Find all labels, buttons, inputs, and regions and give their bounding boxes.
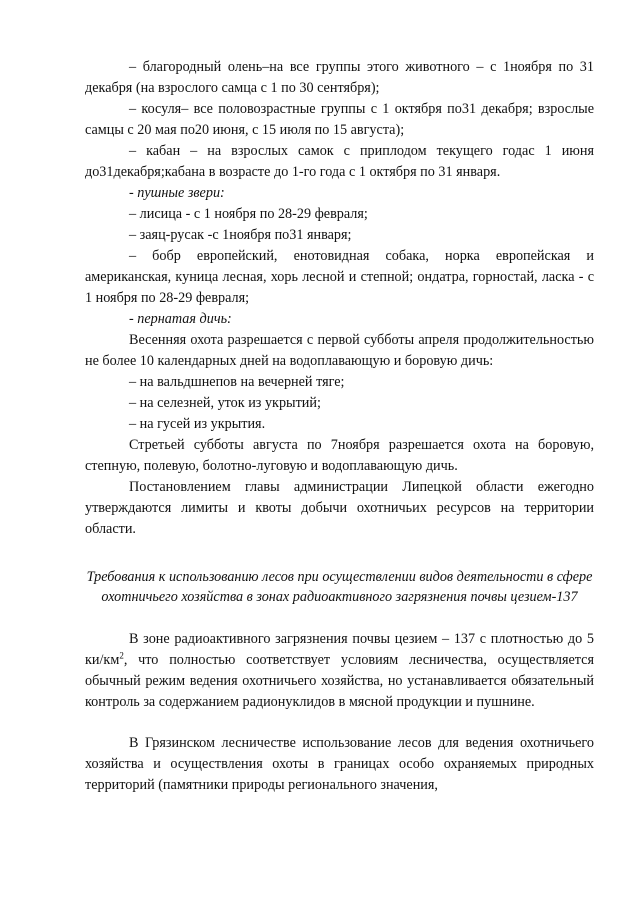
paragraph-woodcock: – на вальдшнепов на вечерней тяге; xyxy=(129,374,345,390)
paragraph-roe-deer: – косуля– все половозрастные группы с 1 октября по31 декабря; взрослые самцы с 20 мая по20 июня, с 15 июля по 15 августа); xyxy=(85,101,594,138)
paragraph-fox: – лисица - с 1 ноября по 28-29 февраля; xyxy=(129,206,368,222)
paragraph-deer: – благородный олень–на все группы этого животного – с 1ноября по 31 декабря (на взрослого самца с 1 по 30 сентября); xyxy=(85,59,594,96)
paragraph-drakes: – на селезней, уток из укрытий; xyxy=(129,395,321,411)
paragraph-gap xyxy=(85,713,594,733)
section-heading: Требования к использованию лесов при осуществлении видов деятельности в сфере охотничьего хозяйства в зонах радиоактивного загрязнения почвы цезием-137 xyxy=(86,569,593,605)
paragraph-gryazi-forestry: В Грязинском лесничестве использование лесов для ведения охотничьего хозяйства и осуществления охоты в границах особо охраняемых природных территорий (памятники природы регионального значения, xyxy=(85,735,594,793)
paragraph-spring-hunt: Весенняя охота разрешается с первой субботы апреля продолжительностью не более 10 календарных дней на водоплавающую и боровую дичь: xyxy=(85,332,594,369)
paragraph-radiation-zone xyxy=(85,629,594,713)
paragraph-hare: – заяц-русак -с 1ноября по31 января; xyxy=(129,227,352,243)
game-birds-heading: - пернатая дичь: xyxy=(129,311,232,327)
paragraph-beaver: – бобр европейский, енотовидная собака, норка европейская и американская, куница лесная, хорь лесной и степной; ондатра, горностай, ласка - с 1 ноября по 28-29 февраля; xyxy=(85,248,594,306)
paragraph-august-hunt: Стретьей субботы августа по 7ноября разрешается охота на боровую, степную, полевую, болотно-луговую и водоплавающую дичь. xyxy=(85,437,594,474)
superscript-two: 2 xyxy=(119,650,124,661)
fur-animals-heading: - пушные звери: xyxy=(129,185,225,201)
paragraph-geese: – на гусей из укрытия. xyxy=(129,416,266,432)
paragraph-boar: – кабан – на взрослых самок с приплодом текущего годас 1 июня до31декабря;кабана в возрасте до 1-го года с 1 октября по 31 января. xyxy=(85,143,594,180)
zone-text-end: , что полностью соответствует условиям лесничества, осуществляется обычный режим ведения охотничьего хозяйства, но устанавливается обязательный контроль за содержанием радионуклидов в мясной продукции и пушнине. xyxy=(85,652,594,710)
zone-text-start: В зоне радиоактивного загрязнения почвы цезием – 137 с плотностью до 5 ки/км xyxy=(85,631,594,668)
paragraph-resolution: Постановлением главы администрации Липецкой области ежегодно утверждаются лимиты и квоты добычи охотничьих ресурсов на территории области. xyxy=(85,479,594,537)
